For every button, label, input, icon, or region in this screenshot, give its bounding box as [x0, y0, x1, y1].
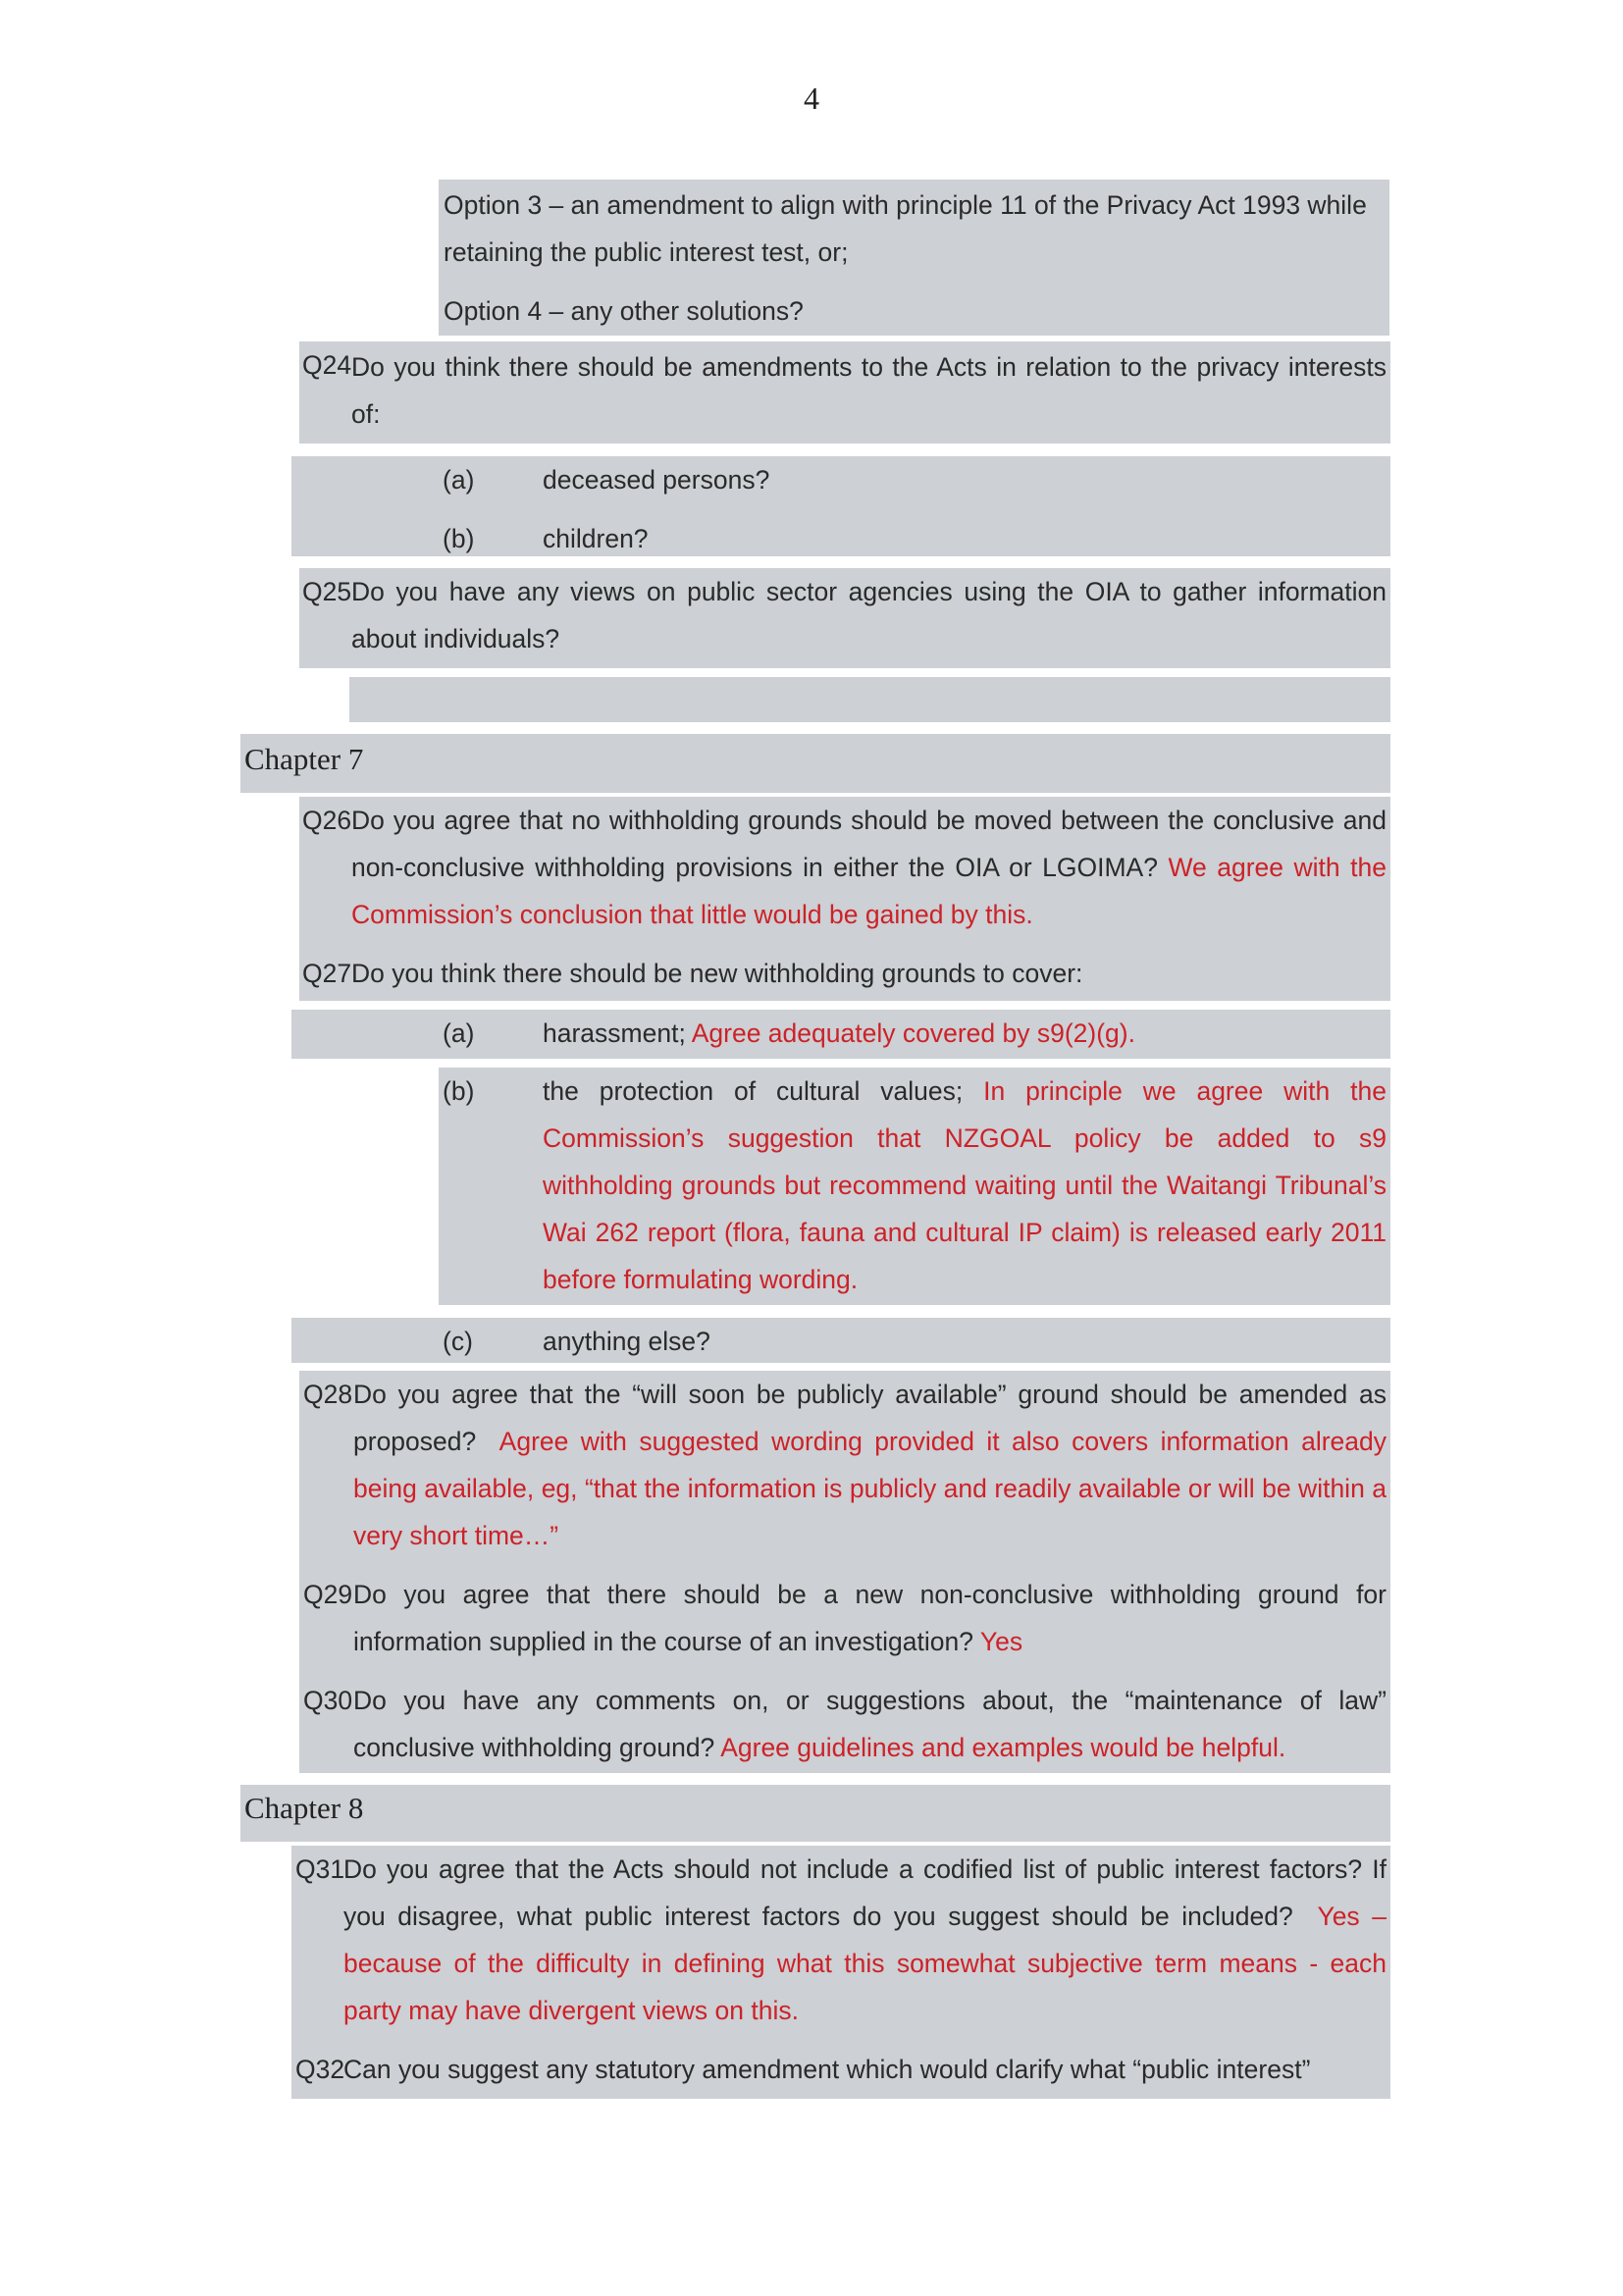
question-q26: [299, 797, 1390, 938]
chapter-title: Chapter 8: [244, 1791, 364, 1825]
q27-item-a: [291, 1010, 1390, 1057]
item-text: harassment;: [543, 1018, 686, 1048]
question-q28: [299, 1371, 1390, 1559]
question-body: [343, 1846, 1387, 2034]
chapter-title: Chapter 7: [244, 742, 364, 776]
q27-item-c-block: [291, 1318, 1390, 1363]
q24-item-a: [291, 456, 1390, 503]
item-text: the protection of cultural values;: [543, 1076, 964, 1106]
question-body: [351, 797, 1387, 938]
item-label: (a): [443, 1018, 475, 1048]
question-number: Q30: [303, 1686, 353, 1715]
q24-items-block: [291, 456, 1390, 556]
q27-item-b-block: [439, 1068, 1390, 1305]
question-number: Q32: [295, 2055, 345, 2084]
q27-item-b: [439, 1068, 1390, 1303]
answer-text: Yes – because of the difficulty in defining what this somewhat subjective term means - each party may have divergent views on this.: [343, 1902, 1387, 2025]
question-number: Q28: [303, 1380, 353, 1409]
question-q27: [299, 938, 1390, 997]
question-q30: [299, 1665, 1390, 1771]
question-number: Q31: [295, 1854, 345, 1884]
question-number: Q24: [302, 350, 352, 380]
question-text: Do you think there should be new withholding grounds to cover:: [351, 959, 1083, 988]
answer-text: Agree with suggested wording provided it also covers information already being available, eg, “that the information is publicly and readily available or will be within a very short time…”: [353, 1427, 1387, 1550]
chapter-7-heading: [240, 734, 1390, 793]
question-text: Do you think there should be amendments to the Acts in relation to the privacy interests of:: [351, 352, 1387, 429]
answer-text: Agree adequately covered by s9(2)(g).: [691, 1018, 1135, 1048]
question-q25: [299, 568, 1390, 662]
option-3: Option 3 – an amendment to align with principle 11 of the Privacy Act 1993 while retaining the public interest test, or;: [444, 190, 1367, 267]
question-number: Q29: [303, 1580, 353, 1609]
item-text: deceased persons?: [543, 465, 770, 495]
q26-q27-block: [299, 797, 1390, 1001]
option-4: Option 4 – any other solutions?: [444, 296, 804, 326]
answer-text: Agree guidelines and examples would be helpful.: [720, 1733, 1286, 1762]
blank-answer-block: [349, 677, 1390, 722]
question-text: Do you agree that no withholding grounds should be moved between the conclusive and non-conclusive withholding provisions in either the OIA or LGOIMA?: [351, 806, 1387, 882]
question-q32: [291, 2034, 1390, 2093]
question-q29: [299, 1559, 1390, 1665]
item-label: (b): [443, 1076, 475, 1106]
q24-item-b: [291, 503, 1390, 562]
question-text: Do you agree that there should be a new non-conclusive withholding ground for information supplied in the course of an investigation?: [353, 1580, 1387, 1656]
item-label: (c): [443, 1327, 473, 1356]
question-text: Can you suggest any statutory amendment which would clarify what “public interest”: [343, 2055, 1311, 2084]
item-body: [543, 1068, 1387, 1303]
question-text: Do you agree that the “will soon be publicly available” ground should be amended as proposed?: [353, 1380, 1387, 1456]
q31-q32-block: [291, 1846, 1390, 2099]
q27-item-a-block: [291, 1010, 1390, 1059]
question-body: [353, 1571, 1387, 1665]
item-text: anything else?: [543, 1327, 710, 1356]
question-number: Q25: [302, 577, 352, 606]
question-q31: [291, 1846, 1390, 2034]
question-text: Do you have any views on public sector agencies using the OIA to gather information about individuals?: [351, 577, 1387, 653]
question-text: Do you agree that the Acts should not include a codified list of public interest factors? If you disagree, what public interest factors do you suggest should be included?: [343, 1854, 1387, 1931]
question-text: Do you have any comments on, or suggestions about, the “maintenance of law” conclusive withholding ground?: [353, 1686, 1387, 1762]
question-q24: [299, 341, 1390, 438]
q24-block: [299, 341, 1390, 444]
question-body: [353, 1677, 1387, 1771]
options-block: [439, 180, 1389, 336]
page-number: 4: [804, 80, 819, 116]
q28-q30-block: [299, 1371, 1390, 1773]
question-number: Q27: [302, 959, 352, 988]
question-number: Q26: [302, 806, 352, 835]
item-text: children?: [543, 524, 649, 553]
answer-text: Yes: [979, 1627, 1023, 1656]
item-body: [543, 1010, 1387, 1057]
q27-item-c: [291, 1318, 1390, 1365]
chapter-8-heading: [240, 1785, 1390, 1842]
answer-text: We agree with the Commission’s conclusion that little would be gained by this.: [351, 853, 1387, 929]
q25-block: [299, 568, 1390, 668]
item-label: (a): [443, 465, 475, 495]
item-label: (b): [443, 524, 475, 553]
answer-text: In principle we agree with the Commission’s suggestion that NZGOAL policy be added to s9 withholding grounds but recommend waiting until the Waitangi Tribunal’s Wai 262 report (flora, fauna and cultural IP claim) is released early 2011 before formulating wording.: [543, 1076, 1387, 1294]
question-body: [353, 1371, 1387, 1559]
